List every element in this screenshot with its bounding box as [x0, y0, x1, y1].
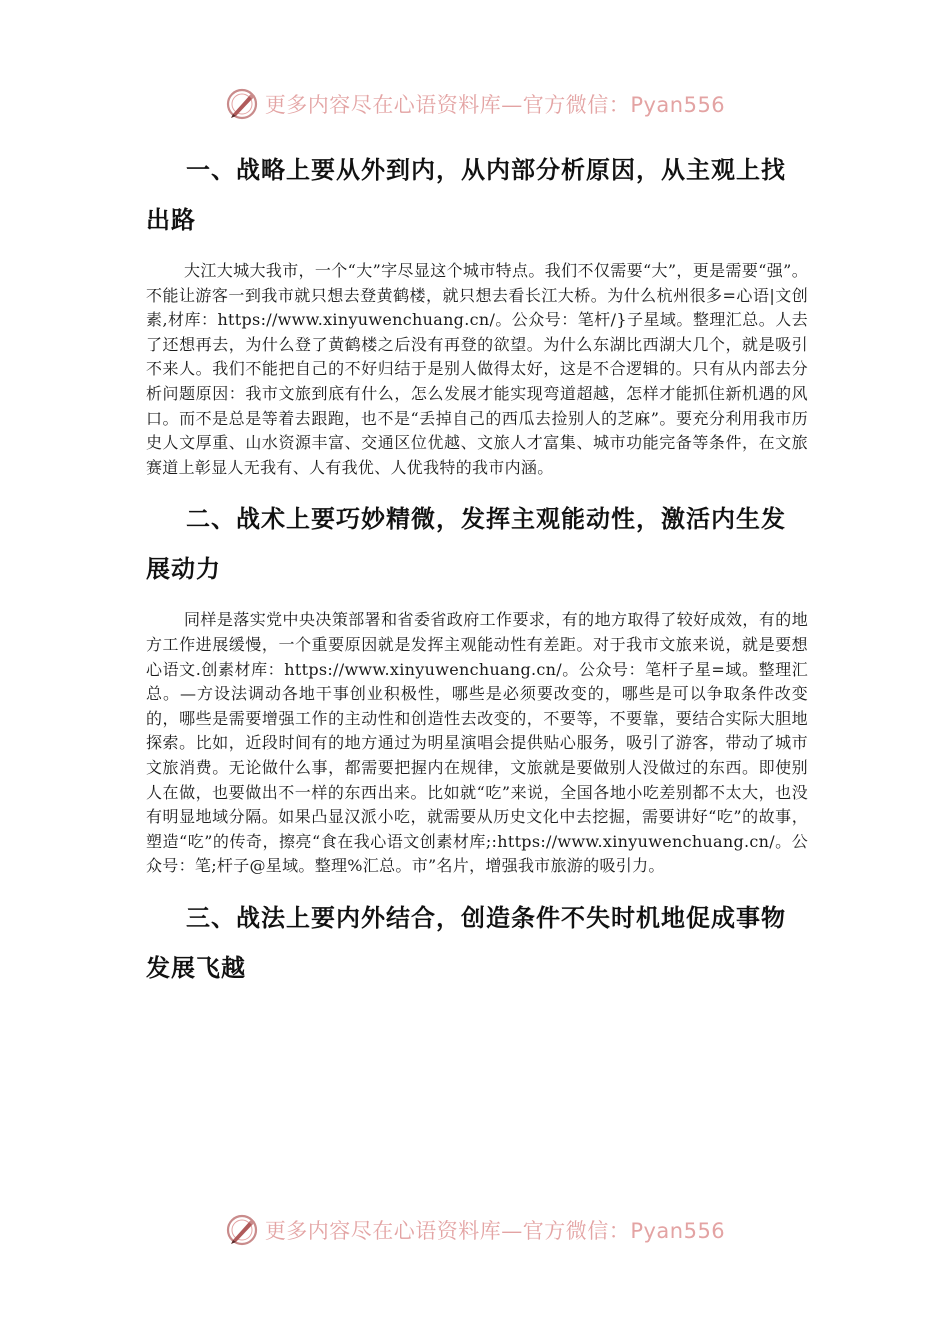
- watermark-handle: Pyan556: [630, 93, 726, 117]
- section-heading-1: 一、战略上要从外到内，从内部分析原因，从主观上找出路: [146, 156, 786, 234]
- pen-circle-logo-icon: [225, 1213, 259, 1247]
- section-paragraph-1: 大江大城大我市，一个“大”字尽显这个城市特点。我们不仅需要“大”，更是需要“强”。不能让游客一到我市就只想去登黄鹤楼，就只想去看长江大桥。为什么杭州很多=心语|文创素,材库：https://www.xinyuwenchuang.cn/。公众号：笔杆/}子星域。整理汇总。人去了还想再去，为什么登了黄鹤楼之后没有再登的欲望。为什么东湖比西湖大几个，就是吸引不来人。我们不能把自己的不好归结于是别人做得太好，这是不合逻辑的。只有从内部去分析问题原因：我市文旅到底有什么，怎么发展才能实现弯道超越，怎样才能抓住新机遇的风口。而不是总是等着去跟跑，也不是“丢掉自己的西瓜去捡别人的芝麻”。要充分利用我市历史人文厚重、山水资源丰富、交通区位优越、文旅人才富集、城市功能完备等条件，在文旅赛道上彰显人无我有、人有我优、人优我特的我市内涵。: [146, 261, 808, 477]
- watermark-text: 更多内容尽在心语资料库—官方微信：Pyan556: [264, 93, 726, 117]
- watermark-handle: Pyan556: [630, 1219, 726, 1243]
- section-paragraph-2: 同样是落实党中央决策部署和省委省政府工作要求，有的地方取得了较好成效，有的地方工作进展缓慢，一个重要原因就是发挥主观能动性有差距。对于我市文旅来说，就是要想心语文.创素材库：https://www.xinyuwenchuang.cn/。公众号：笔杆子星=域。整理汇总。—方设法调动各地干事创业积极性，哪些是必须要改变的，哪些是可以争取条件改变的，哪些是需要增强工作的主动性和创造性去改变的，不要等，不要靠，要结合实际大胆地探索。比如，近段时间有的地方通过为明星演唱会提供贴心服务，吸引了游客，带动了城市文旅消费。无论做什么事，都需要把握内在规律，文旅就是要做别人没做过的东西。即使别人在做，也要做出不一样的东西出来。比如就“吃”来说，全国各地小吃差别都不太大，也没有明显地域分隔。如果凸显汉派小吃，就需要从历史文化中去挖掘，需要讲好“吃”的故事，塑造“吃”的传奇，擦亮“食在我心语文创素材库;:https://www.xinyuwenchuang.cn/。公众号：笔;杆子@星域。整理%汇总。市”名片，增强我市旅游的吸引力。: [146, 610, 808, 876]
- watermark-text: 更多内容尽在心语资料库—官方微信：Pyan556: [264, 1219, 726, 1243]
- document-body: [146, 145, 808, 993]
- header-watermark: [0, 84, 950, 124]
- section-heading-3: 三、战法上要内外结合，创造条件不失时机地促成事物发展飞越: [146, 903, 786, 982]
- footer-watermark: [0, 1210, 950, 1250]
- section-heading-2: 二、战术上要巧妙精微，发挥主观能动性，激活内生发展动力: [146, 505, 786, 584]
- pen-circle-logo-icon: [225, 87, 259, 121]
